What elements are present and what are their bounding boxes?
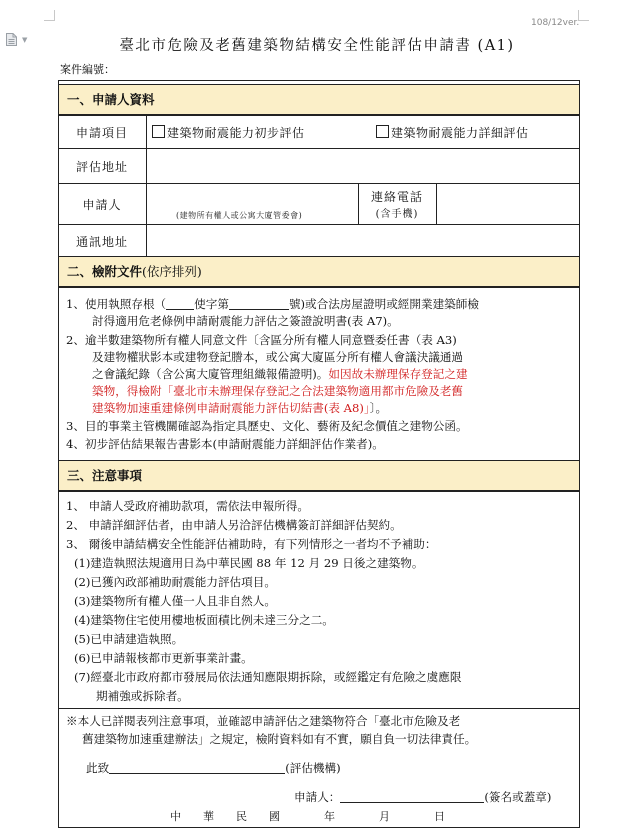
notice-sub-2: (2)已獲內政部補助耐震能力評估項目。 [74, 575, 276, 589]
addressee: 此致 (評估機構) [86, 761, 341, 775]
applicant-label: 申請人 [82, 198, 122, 212]
section3-header: 三、注意事項 [58, 460, 580, 492]
phone-label: 連絡電話 [370, 190, 423, 204]
page-title: 臺北市危險及老舊建築物結構安全性能評估申請書 (A1) [119, 38, 515, 54]
notice-sub-6: (6)已申請報核都市更新事業計畫。 [74, 651, 253, 665]
attachment-item-1-cont: 討得適用危老條例申請耐震能力評估之簽證說明書(表 A7)。 [92, 314, 399, 328]
notice-sub-5: (5)已申請建造執照。 [74, 632, 184, 646]
declaration-line-1: ※本人已詳閱表列注意事項，並確認申請評估之建築物符合「臺北市危險及老 [66, 714, 461, 728]
notice-sub-3: (3)建築物所有權人僅一人且非自然人。 [74, 594, 276, 608]
option-initial-assessment[interactable]: 建築物耐震能力初步評估 [152, 124, 305, 141]
attachment-item-3: 3、目的事業主管機關確認為指定具歷史、文化、藝術及紀念價值之建物公函。 [66, 419, 468, 433]
signature-field[interactable] [340, 791, 484, 803]
attachment-item-4: 4、初步評估結果報告書影本(申請耐震能力詳細評估作業者)。 [66, 437, 384, 451]
notice-sub-4: (4)建築物住宅使用樓地板面積比例未達三分之二。 [74, 613, 334, 627]
notice-item-3: 3、 爾後申請結構安全性能評估補助時，有下列情形之一者均不予補助： [66, 537, 437, 551]
date-line: 中 華 民 國 年 月 日 [170, 810, 445, 823]
checkbox-icon[interactable] [152, 125, 165, 138]
mailing-address-field[interactable] [150, 228, 576, 254]
attachment-item-1: 1、使用執照存根（ 使字第 號)或合法房屋證明或經開業建築師檢 [66, 297, 479, 311]
version-tag: 108/12ver. [531, 18, 580, 28]
phone-hint: (含手機) [375, 209, 419, 220]
notice-item-1: 1、 申請人受政府補助款項，需依法申報所得。 [66, 499, 309, 513]
case-number-label: 案件編號： [60, 63, 115, 76]
address-field[interactable] [150, 152, 576, 180]
section2-header: 二、檢附文件(依序排列) [58, 256, 580, 288]
item-label: 申請項目 [75, 126, 128, 140]
phone-field[interactable] [440, 186, 576, 220]
notice-sub-7: (7)經臺北市政府都市發展局依法通知應限期拆除，或經鑑定有危險之虞應限 [74, 670, 462, 684]
option-detailed-assessment[interactable]: 建築物耐震能力詳細評估 [376, 124, 529, 141]
notice-item-2: 2、 申請詳細評估者，由申請人另洽評估機構簽訂詳細評估契約。 [66, 518, 402, 532]
mailing-address-label: 通訊地址 [75, 235, 128, 249]
chevron-down-icon[interactable]: ▼ [22, 36, 28, 44]
margin-mark [44, 10, 55, 21]
section1-header: 一、申請人資料 [58, 84, 580, 116]
checkbox-icon[interactable] [376, 125, 389, 138]
address-label: 評估地址 [75, 160, 128, 174]
notice-sub-1: (1)建造執照法規適用日為中華民國 88 年 12 月 29 日後之建築物。 [74, 556, 424, 570]
applicant-hint: (建物所有權人或公寓大廈管委會) [176, 211, 303, 220]
applicant-signature: 申請人： (簽名或蓋章) [294, 790, 552, 804]
declaration-line-2: 舊建築物加速重建辦法」之規定，檢附資料如有不實，願自負一切法律責任。 [82, 732, 477, 746]
notice-sub-7-cont: 期補強或拆除者。 [96, 689, 189, 703]
attachment-item-2: 2、逾半數建築物所有權人同意文件〔含區分所有權人同意暨委任書（表 A3) [66, 333, 457, 347]
margin-mark [578, 10, 589, 21]
